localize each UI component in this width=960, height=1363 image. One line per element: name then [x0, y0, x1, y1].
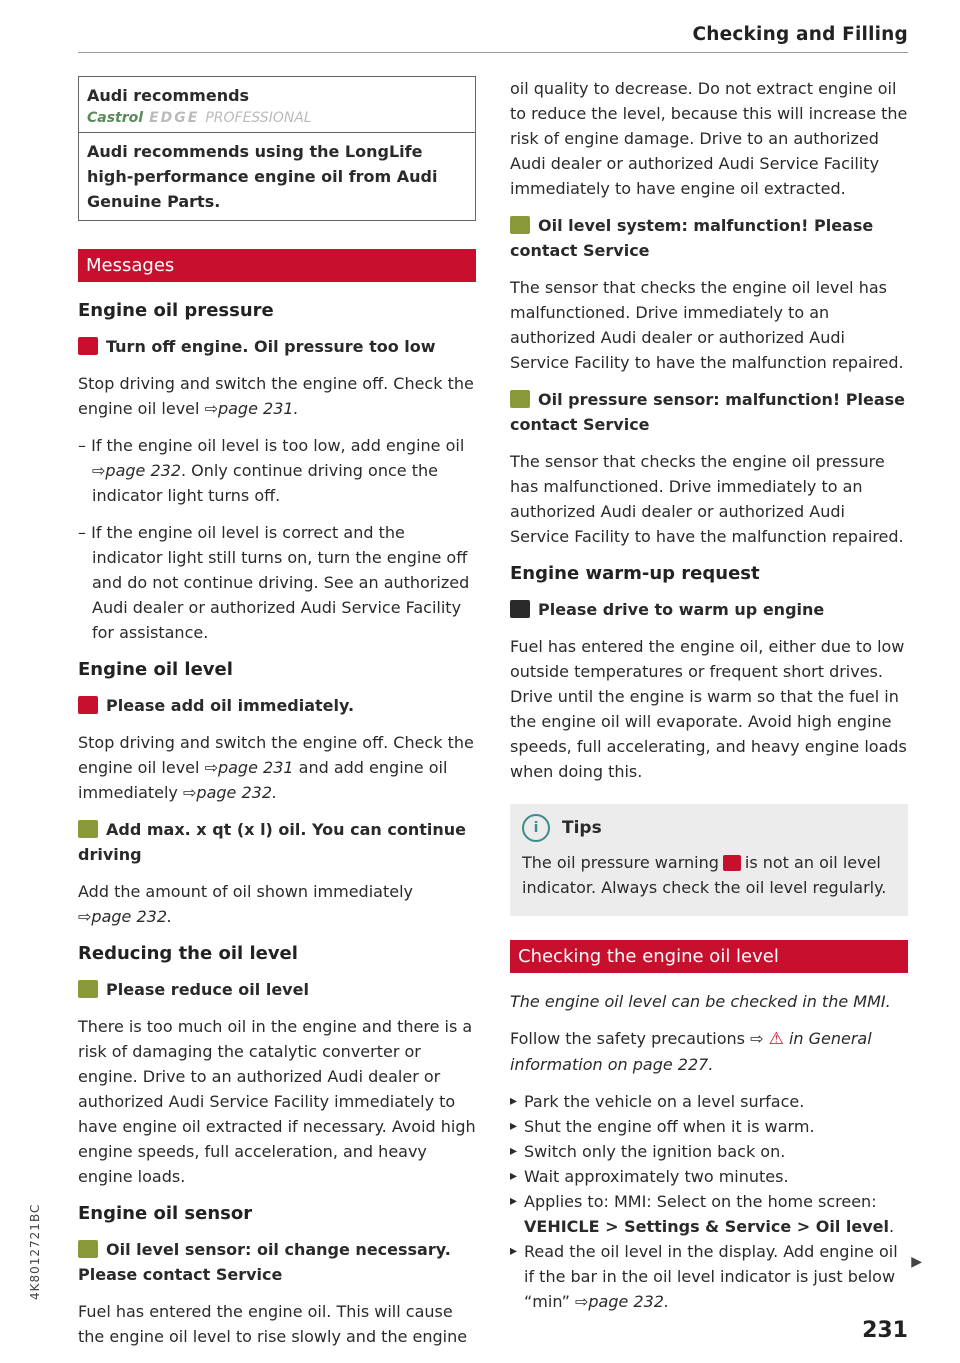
right-column	[510, 76, 908, 1314]
heading-reduce-oil-level: Reducing the oil level	[78, 943, 298, 964]
paragraph-add-max: Add the amount of oil shown immediately ⇨page 232.	[78, 882, 413, 926]
paragraph-pressure-sensor: The sensor that checks the engine oil pressure has malfunctioned. Drive immediately to an authorized Audi dealer or authorized Audi Service Facility to have the malfunction repaired.	[510, 452, 904, 546]
page-ref-link[interactable]: page 232.	[196, 783, 278, 802]
heading-engine-oil-pressure: Engine oil pressure	[78, 300, 274, 321]
recommend-title: Audi recommends	[87, 86, 250, 105]
list-item: ▸ Wait approximately two minutes.	[510, 1164, 908, 1189]
left-column	[78, 72, 476, 1361]
continue-arrow-icon: ▶	[911, 1254, 922, 1270]
side-document-code: 4K8012721BC	[28, 1203, 42, 1300]
message-oil-sensor: Oil level sensor: oil change necessary. Please contact Service	[78, 1240, 451, 1284]
list-item: ▸ Park the vehicle on a level surface.	[510, 1089, 908, 1114]
messages-section-bar: Messages	[78, 249, 476, 282]
engine-warm-up-icon	[510, 600, 530, 618]
page-ref-link[interactable]: page 231	[217, 758, 294, 777]
paragraph-pressure: Stop driving and switch the engine off. Check the engine oil level ⇨page 231.	[78, 374, 474, 418]
heading-warm-up: Engine warm-up request	[510, 563, 760, 584]
paragraph-continued: oil quality to decrease. Do not extract engine oil to reduce the level, because this will increase the risk of engine damage. Drive to an authorized Audi dealer or authorized Audi Service Facility immediately to have engine oil extracted.	[510, 79, 908, 198]
checking-section-bar: Checking the engine oil level	[510, 940, 908, 973]
page-ref-link[interactable]: page 232.	[91, 907, 173, 926]
dash-item: – If the engine oil level is too low, add engine oil ⇨page 232. Only continue driving once the indicator light turns off.	[78, 436, 465, 505]
oil-pressure-warning-icon	[723, 855, 741, 871]
page-header-title: Checking and Filling	[692, 24, 908, 45]
oil-pressure-warning-icon	[78, 337, 98, 355]
dash-item: – If the engine oil level is correct and the indicator light still turns on, turn the engine off and do not continue driving. See an authorized Audi dealer or authorized Audi Service Facility for assistance.	[78, 523, 470, 642]
page-ref-link[interactable]: page 232.	[588, 1292, 670, 1311]
paragraph-warm-up: Fuel has entered the engine oil, either due to low outside temperatures or frequent short drives. Drive until the engine is warm so that the fuel in the engine oil will evaporate. Avoid high engine speeds, full accelerating, and heavy engine loads when doing this.	[510, 637, 907, 781]
oil-system-yellow-icon	[510, 216, 530, 234]
header-rule	[78, 52, 908, 53]
message-add-oil: Please add oil immediately.	[78, 693, 476, 718]
list-item: ▸ Shut the engine off when it is warm.	[510, 1114, 908, 1139]
warning-triangle-icon: ⚠	[768, 1029, 784, 1049]
oil-level-warning-icon	[78, 696, 98, 714]
list-item: ▸ Applies to: MMI: Select on the home screen: VEHICLE > Settings & Service > Oil level.	[510, 1189, 908, 1239]
oil-sensor-yellow-icon	[78, 1240, 98, 1258]
page-ref-link[interactable]: page 232	[105, 461, 181, 480]
check-intro: The engine oil level can be checked in the MMI.	[510, 992, 891, 1011]
recommend-box	[78, 76, 476, 221]
page-ref-link[interactable]: page 231.	[217, 399, 299, 418]
page-number: 231	[862, 1318, 908, 1343]
message-reduce-oil: Please reduce oil level	[78, 977, 476, 1002]
castrol-edge-logo: Castrol EDGE PROFESSIONAL	[87, 110, 312, 126]
oil-level-yellow-icon	[78, 980, 98, 998]
safety-note: Follow the safety precautions ⇨ ⚠ in General information on page 227.	[510, 1029, 872, 1074]
info-icon: i	[522, 814, 550, 842]
message-oil-level-system: Oil level system: malfunction! Please contact Service	[510, 216, 874, 260]
tips-text: The oil pressure warning is not an oil level indicator. Always check the oil level regularly.	[522, 853, 887, 897]
pressure-sensor-yellow-icon	[510, 390, 530, 408]
recommend-text: Audi recommends using the LongLife high-performance engine oil from Audi Genuine Parts.	[87, 142, 438, 211]
paragraph-reduce: There is too much oil in the engine and there is a risk of damaging the catalytic converter or engine. Drive to an authorized Audi dealer or authorized Audi Service Facility immediately to have engine oil extracted if necessary. Avoid high engine speeds, full acceleration, and heavy engine loads.	[78, 1017, 476, 1186]
message-oil-pressure-low: Turn off engine. Oil pressure too low	[78, 334, 476, 359]
paragraph-level: Stop driving and switch the engine off. Check the engine oil level ⇨page 231 and add engine oil immediately ⇨page 232.	[78, 733, 474, 802]
message-add-max: Add max. x qt (x l) oil. You can continue driving	[78, 820, 466, 864]
list-item: ▸ Switch only the ignition back on.	[510, 1139, 908, 1164]
oil-level-yellow-icon	[78, 820, 98, 838]
heading-engine-oil-level: Engine oil level	[78, 659, 233, 680]
list-item: ▸ Read the oil level in the display. Add engine oil if the bar in the oil level indicator is just below “min” ⇨page 232.	[510, 1239, 908, 1314]
paragraph-system: The sensor that checks the engine oil level has malfunctioned. Drive immediately to an authorized Audi dealer or authorized Audi Service Facility to have the malfunction repaired.	[510, 278, 904, 372]
message-pressure-sensor: Oil pressure sensor: malfunction! Please contact Service	[510, 390, 906, 434]
heading-engine-oil-sensor: Engine oil sensor	[78, 1203, 253, 1224]
steps-list	[510, 1089, 908, 1314]
message-warm-up: Please drive to warm up engine	[510, 597, 908, 622]
paragraph-sensor: Fuel has entered the engine oil. This will cause the engine oil level to rise slowly and the engine	[78, 1302, 468, 1346]
tips-box	[510, 804, 908, 916]
tips-title: Tips	[562, 818, 602, 838]
